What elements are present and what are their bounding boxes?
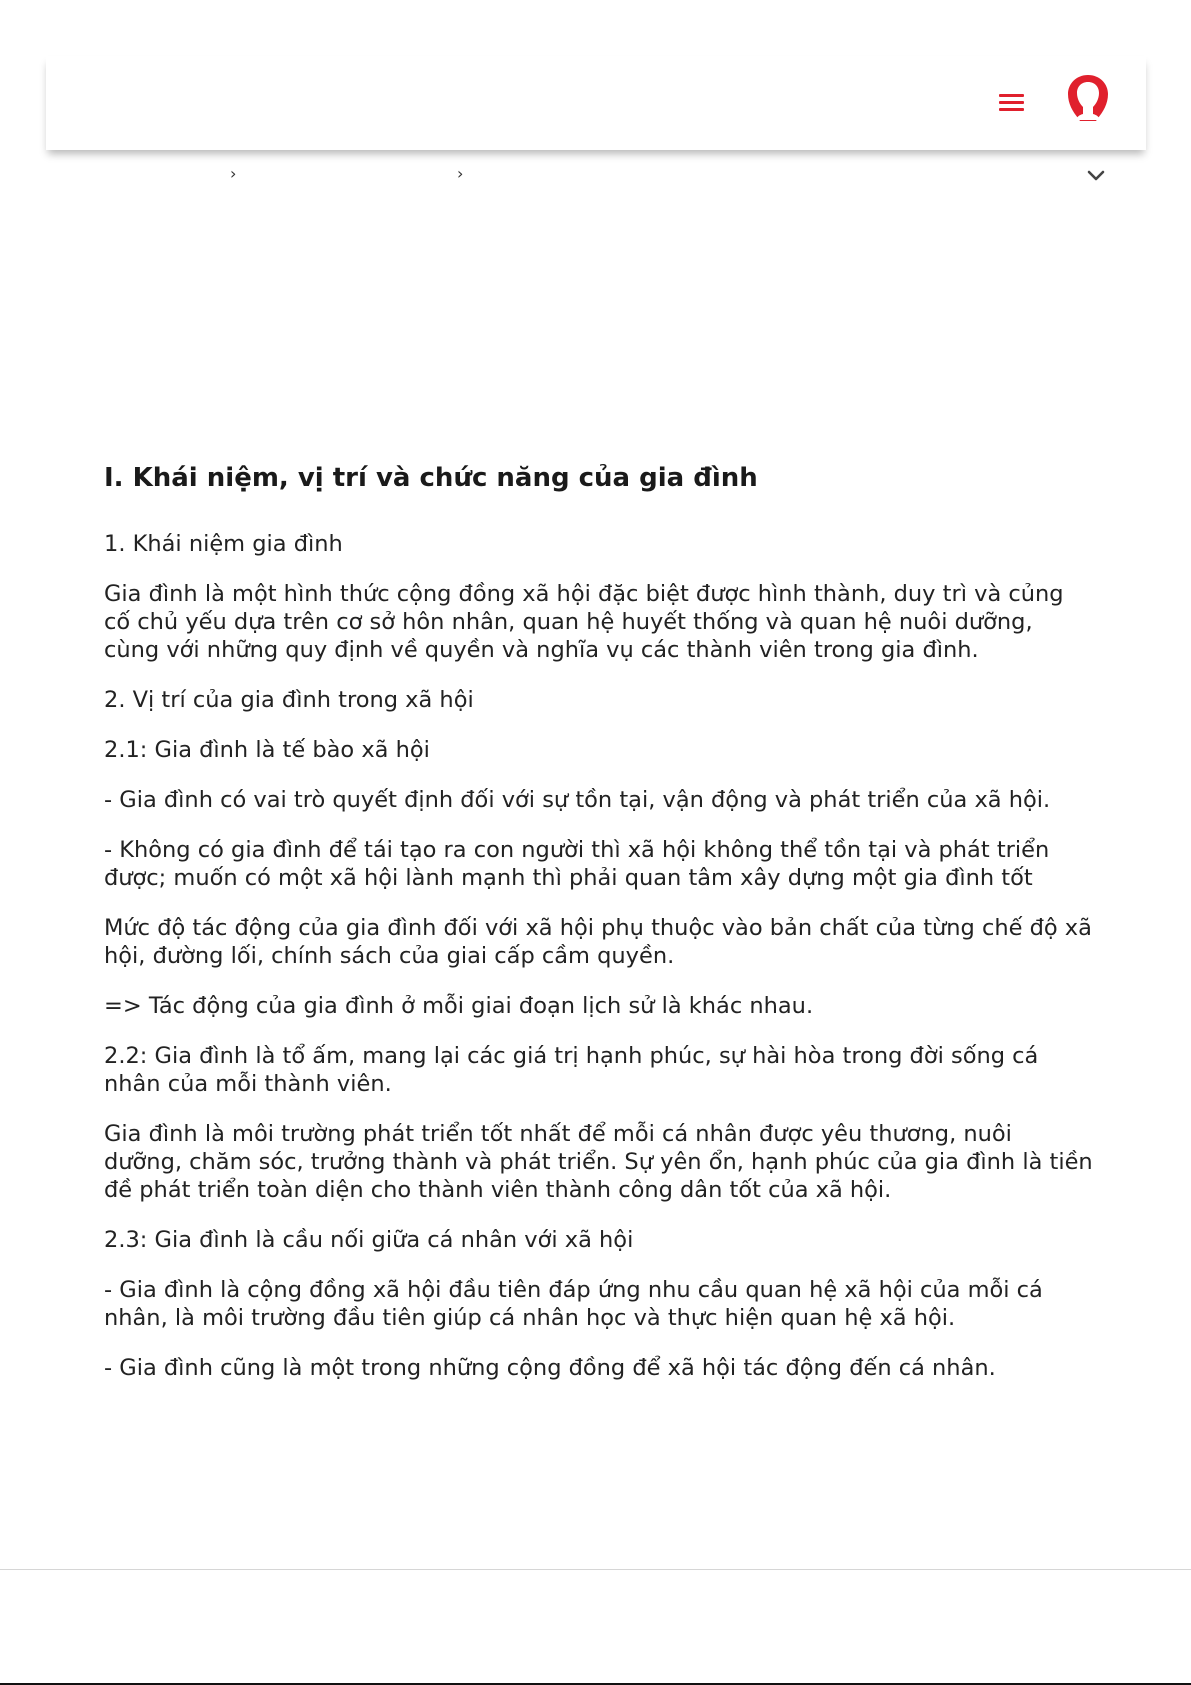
article-paragraph: 2.1: Gia đình là tế bào xã hội xyxy=(104,737,430,763)
article-heading: I. Khái niệm, vị trí và chức năng của gia đình xyxy=(104,463,758,493)
article-content xyxy=(104,458,1094,1404)
article-paragraph: 2.2: Gia đình là tổ ấm, mang lại các giá trị hạnh phúc, sự hài hòa trong đời sống cá nhân của mỗi thành viên. xyxy=(104,1043,1039,1097)
breadcrumb-toggle-button[interactable] xyxy=(1085,165,1107,187)
hamburger-menu-icon-line xyxy=(999,101,1024,104)
article-paragraph: 2.3: Gia đình là cầu nối giữa cá nhân với xã hội xyxy=(104,1227,634,1253)
article-paragraph: - Không có gia đình để tái tạo ra con người thì xã hội không thể tồn tại và phát triển được; muốn có một xã hội lành mạnh thì phải quan tâm xây dựng một gia đình tốt xyxy=(104,837,1050,891)
article-paragraph: Mức độ tác động của gia đình đối với xã hội phụ thuộc vào bản chất của từng chế độ xã hội, đường lối, chính sách của giai cấp cầm quyền. xyxy=(104,915,1092,969)
article-paragraph: Gia đình là một hình thức cộng đồng xã hội đặc biệt được hình thành, duy trì và củng cố chủ yếu dựa trên cơ sở hôn nhân, quan hệ huyết thống và quan hệ nuôi dưỡng, cùng với những quy định về quyền và nghĩa vụ các thành viên trong gia đình. xyxy=(104,581,1064,663)
menu-button[interactable] xyxy=(997,92,1027,114)
article-paragraph: => Tác động của gia đình ở mỗi giai đoạn lịch sử là khác nhau. xyxy=(104,993,814,1019)
footer-divider xyxy=(0,1569,1191,1570)
avatar[interactable] xyxy=(1064,74,1112,122)
article-paragraph: - Gia đình cũng là một trong những cộng đồng để xã hội tác động đến cá nhân. xyxy=(104,1355,996,1381)
article-paragraph: Gia đình là môi trường phát triển tốt nhất để mỗi cá nhân được yêu thương, nuôi dưỡng, chăm sóc, trưởng thành và phát triển. Sự yên ổn, hạnh phúc của gia đình là tiền đề phát triển toàn diện cho thành viên thành công dân tốt của xã hội. xyxy=(104,1121,1093,1203)
breadcrumb xyxy=(0,160,1191,190)
article-paragraph: 1. Khái niệm gia đình xyxy=(104,531,343,557)
hamburger-menu-icon-line xyxy=(999,108,1024,111)
breadcrumb-separator: › xyxy=(457,164,464,183)
article-paragraph: 2. Vị trí của gia đình trong xã hội xyxy=(104,687,474,713)
chevron-down-icon xyxy=(1085,165,1107,187)
article-paragraph: - Gia đình là cộng đồng xã hội đầu tiên đáp ứng nhu cầu quan hệ xã hội của mỗi cá nhân, là môi trường đầu tiên giúp cá nhân học và thực hiện quan hệ xã hội. xyxy=(104,1277,1043,1331)
user-avatar-icon xyxy=(1064,74,1112,122)
breadcrumb-separator: › xyxy=(230,164,237,183)
top-header xyxy=(46,56,1146,150)
article-paragraph: - Gia đình có vai trò quyết định đối với sự tồn tại, vận động và phát triển của xã hội. xyxy=(104,787,1051,813)
hamburger-menu-icon xyxy=(999,94,1024,97)
